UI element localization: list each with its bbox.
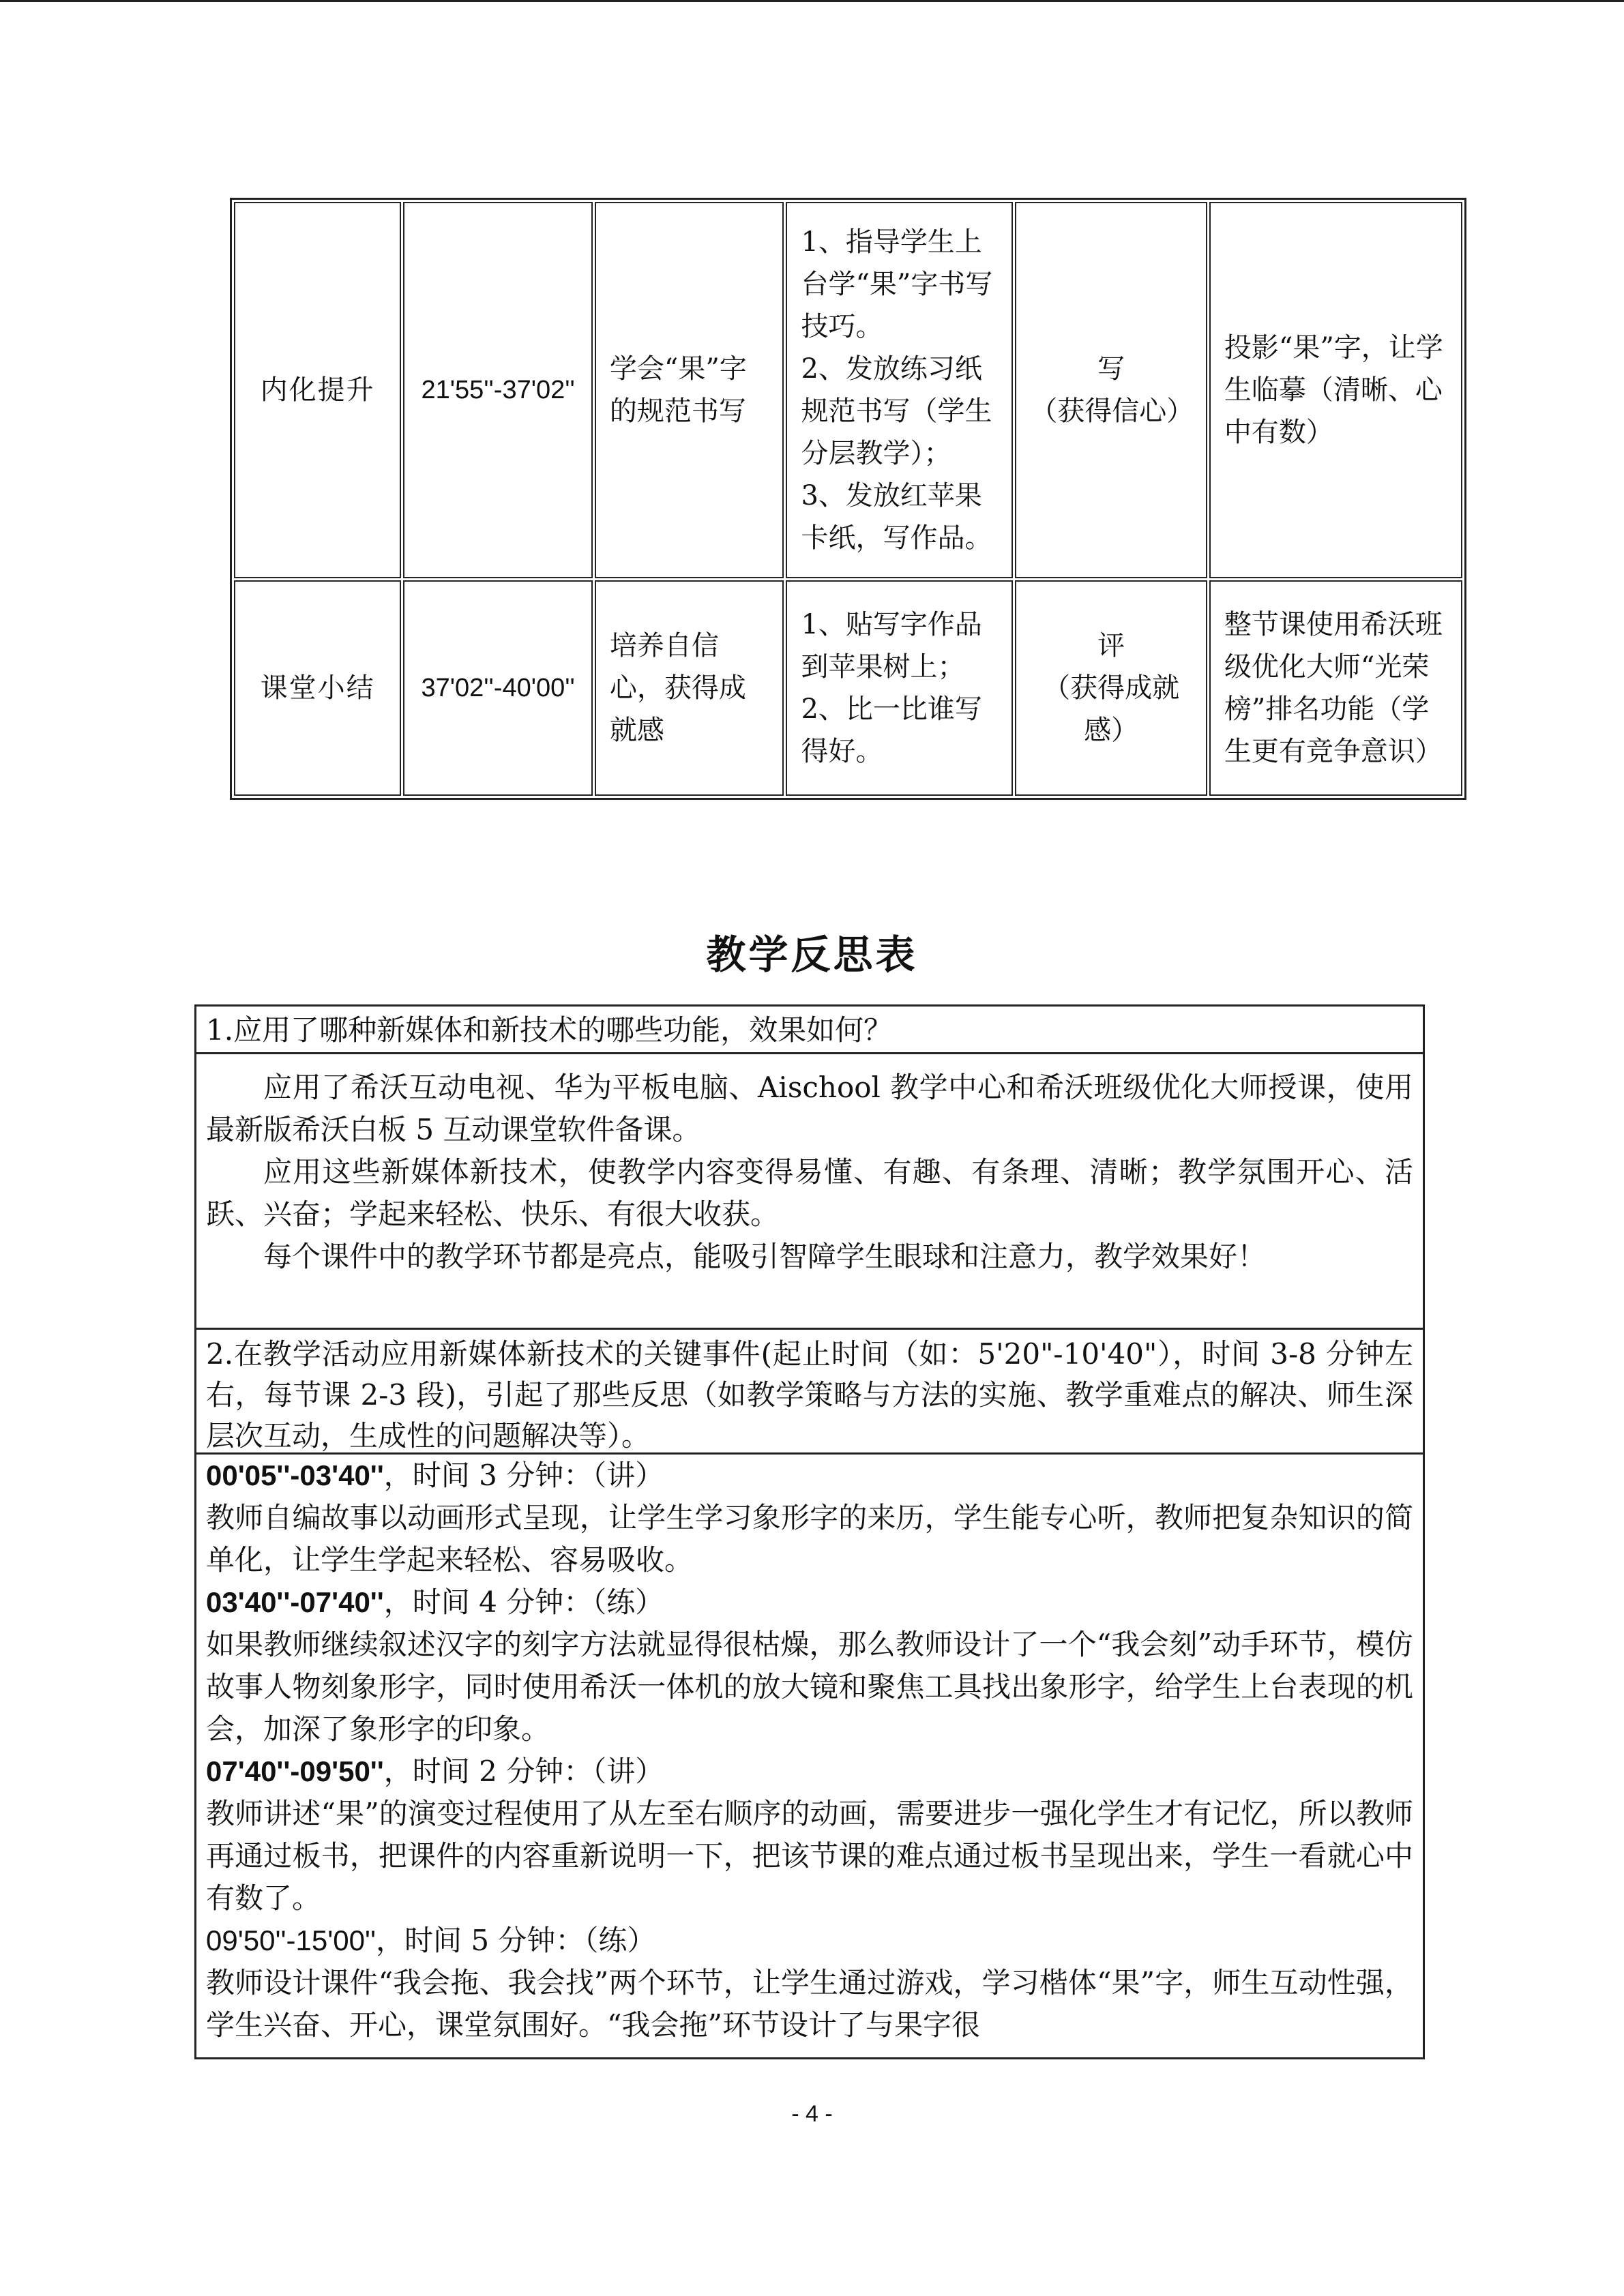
segment-header (206, 1581, 1413, 1624)
activity-item: 2、比一比谁写得好。 (801, 693, 982, 767)
answer-paragraph: 每个课件中的教学环节都是亮点，能吸引智障学生眼球和注意力，教学效果好！ (263, 1240, 1267, 1273)
segment (206, 1750, 1413, 1920)
activity-item: 1、贴写字作品到苹果树上； (801, 608, 982, 683)
segment-label: ，时间 5 分钟：（练） (375, 1924, 656, 1957)
segment (206, 1581, 1413, 1750)
activities-cell (786, 580, 1013, 796)
segment-text: 教师设计课件“我会拖、我会找”两个环节，让学生通过游戏，学习楷体“果”字，师生互动性强，学生兴奋、开心，课堂氛围好。“我会拖”环节设计了与果字很 (206, 1966, 1413, 2042)
segment-text: 如果教师继续叙述汉字的刻字方法就显得很枯燥，那么教师设计了一个“我会刻”动手环节，模仿故事人物刻象形字，同时使用希沃一体机的放大镜和聚焦工具找出象形字，给学生上台表现的机会，加深了象形字的印象。 (206, 1628, 1413, 1746)
stage-cell: 内化提升 (234, 202, 401, 578)
question-1: 1.应用了哪种新媒体和新技术的哪些功能，效果如何？ (196, 1007, 1423, 1054)
segment-time: 07'40''-09'50'' (206, 1755, 384, 1787)
table-row (234, 202, 1462, 578)
media-cell: 投影“果”字，让学生临摹（清晰、心中有数） (1209, 202, 1462, 578)
question-2: 2.在教学活动应用新媒体新技术的关键事件(起止时间（如：5'20"-10'40"），时间 3-8 分钟左右，每节课 2-3 段)，引起了那些反思（如教学策略与方法的实施、教学重难点的解决、师生深层次互动，生成性的问题解决等）。 (196, 1330, 1423, 1455)
section-title: 教学反思表 (706, 931, 918, 978)
media-cell: 整节课使用希沃班级优化大师“光荣榜”排名功能（学生更有竞争意识） (1209, 580, 1462, 796)
page-top-rule (0, 0, 1624, 2)
segment-header (206, 1920, 1413, 1962)
activity-item: 3、发放红苹果卡纸，写作品。 (801, 479, 992, 554)
activity-item: 1、指导学生上台学“果”字书写技巧。 (801, 226, 993, 342)
mode-main: 评 (1097, 629, 1125, 661)
activities-cell (786, 202, 1013, 578)
segment-text: 教师讲述“果”的演变过程使用了从左至右顺序的动画，需要进步一强化学生才有记忆，所以教师再通过板书，把课件的内容重新说明一下，把该节课的难点通过板书呈现出来，学生一看就心中有数了。 (206, 1797, 1413, 1915)
segment-time: 00'05''-03'40'' (206, 1459, 384, 1491)
activity-item: 2、发放练习纸规范书写（学生分层教学）； (801, 353, 992, 469)
page-number: - 4 - (791, 2101, 833, 2127)
mode-main: 写 (1097, 353, 1125, 385)
stage-cell: 课堂小结 (234, 580, 401, 796)
mode-cell (1015, 202, 1207, 578)
mode-note: （获得信心） (1030, 395, 1194, 427)
segment (206, 1455, 1413, 1581)
table-row (234, 580, 1462, 796)
mode-cell (1015, 580, 1207, 796)
goal-cell: 培养自信心，获得成就感 (595, 580, 784, 796)
segment-header (206, 1455, 1413, 1497)
segment (206, 1920, 1413, 2046)
segment-label: ，时间 4 分钟：（练） (383, 1585, 664, 1619)
lesson-plan-table (230, 198, 1466, 800)
reflection-table (194, 1004, 1425, 2059)
answer-2 (196, 1455, 1423, 2046)
segment-label: ，时间 3 分钟：（讲） (383, 1459, 664, 1492)
time-range-cell: 21'55''-37'02'' (403, 202, 593, 578)
answer-paragraph: 应用了希沃互动电视、华为平板电脑、Aischool 教学中心和希沃班级优化大师授课，使用最新版希沃白板 5 互动课堂软件备课。 (206, 1071, 1413, 1146)
segment-label: ，时间 2 分钟：（讲） (383, 1755, 664, 1788)
time-range-cell: 37'02''-40'00'' (403, 580, 593, 796)
segment-time: 03'40''-07'40'' (206, 1586, 384, 1618)
segment-time: 09'50''-15'00'' (206, 1924, 376, 1956)
answer-paragraph: 应用这些新媒体新技术，使教学内容变得易懂、有趣、有条理、清晰；教学氛围开心、活跃、兴奋；学起来轻松、快乐、有很大收获。 (206, 1155, 1413, 1231)
segment-header (206, 1750, 1413, 1793)
goal-cell: 学会“果”字的规范书写 (595, 202, 784, 578)
segment-text: 教师自编故事以动画形式呈现，让学生学习象形字的来历，学生能专心听，教师把复杂知识的简单化，让学生学起来轻松、容易吸收。 (206, 1501, 1413, 1577)
mode-note: （获得成就感） (1043, 672, 1180, 746)
answer-1 (196, 1054, 1423, 1330)
